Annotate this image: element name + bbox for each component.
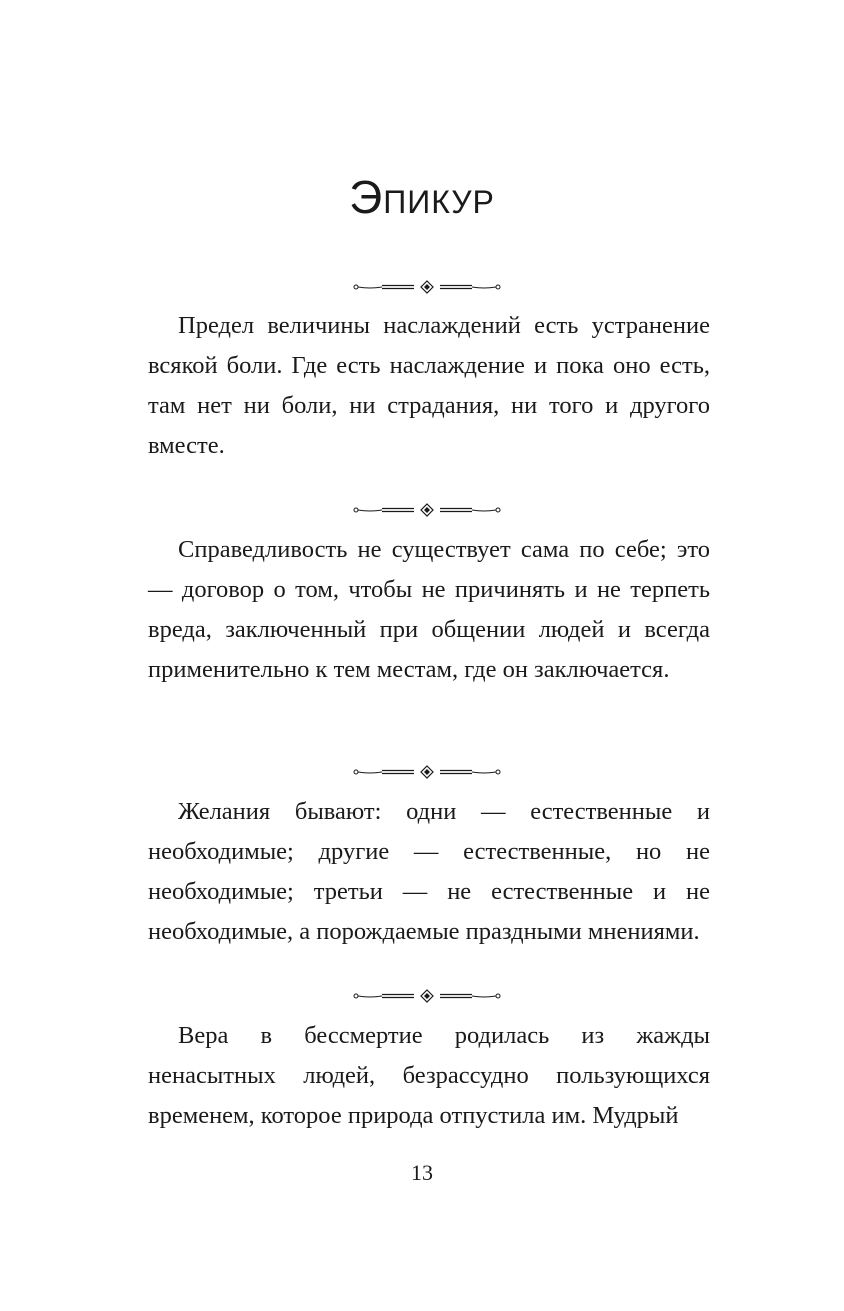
flourish-divider-icon	[352, 989, 502, 1003]
paragraph-3: Желания бывают: одни — естественные и необходимые; другие — естественные, но не необходимые; третьи — не естественные и не необходимые, а порождаемые праздными мнениями.	[148, 798, 710, 945]
chapter-title: Эпикур	[349, 171, 495, 223]
paragraph-1: Предел величины наслаждений есть устранение всякой боли. Где есть наслаждение и пока оно есть, там нет ни боли, ни страдания, ни того и другого вместе.	[148, 312, 710, 459]
flourish-divider-icon	[352, 765, 502, 779]
paragraph-2: Справедливость не существует сама по себе; это — договор о том, чтобы не причинять и не терпеть вреда, заключенный при общении людей и всегда применительно к тем местам, где он заключается.	[148, 536, 710, 683]
paragraph-4: Вера в бессмертие родилась из жажды ненасытных людей, безрассудно пользующихся временем, которое природа отпустила им. Мудрый	[148, 1022, 710, 1129]
flourish-divider-icon	[352, 280, 502, 294]
page-number: 13	[411, 1160, 433, 1185]
flourish-divider-icon	[352, 503, 502, 517]
